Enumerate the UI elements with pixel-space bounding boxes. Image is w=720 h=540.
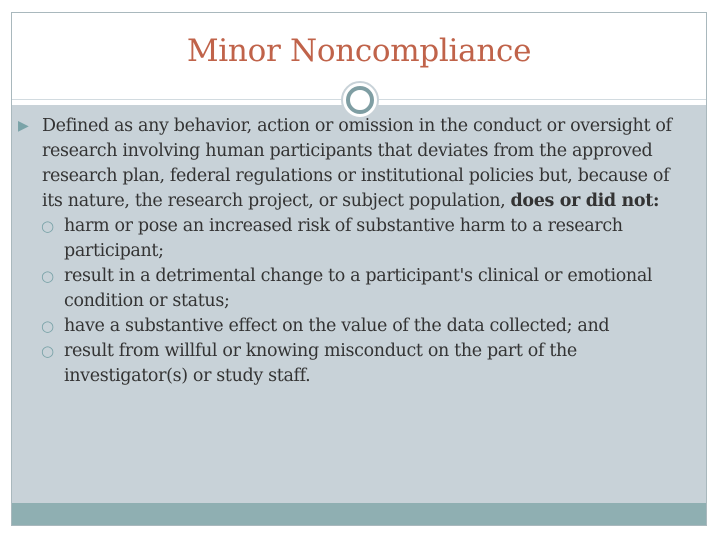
sub-bullet-text: result from willful or knowing misconduct on the part of the investigator(s) or study staff. xyxy=(64,341,577,386)
sub-bullet-text: result in a detrimental change to a participant's clinical or emotional condition or status; xyxy=(64,266,653,311)
ring-icon xyxy=(346,86,374,114)
arrow-bullet-icon: ▶︎ xyxy=(18,118,29,134)
ring-bullet-icon: ○ xyxy=(41,342,54,360)
sub-bullet-item xyxy=(32,264,682,314)
sub-bullet-text: have a substantive effect on the value of the data collected; and xyxy=(64,316,610,336)
slide-title: Minor Noncompliance xyxy=(186,33,532,69)
slide-body xyxy=(18,114,682,389)
footer-bar xyxy=(12,503,706,525)
sub-bullet-item xyxy=(32,314,682,339)
sub-bullet-item xyxy=(32,339,682,389)
main-bullet-item xyxy=(18,114,682,214)
ring-bullet-icon: ○ xyxy=(41,317,54,335)
ring-bullet-icon: ○ xyxy=(41,267,54,285)
sub-bullet-text: harm or pose an increased risk of substantive harm to a research participant; xyxy=(64,216,623,261)
sub-bullet-list xyxy=(32,214,682,389)
ring-bullet-icon: ○ xyxy=(41,217,54,235)
main-bullet-text: Defined as any behavior, action or omission in the conduct or oversight of research involving human participants that deviates from the approved research plan, federal regulations or institutional policies but, because of its nature, the research project, or subject population, xyxy=(42,116,672,211)
sub-bullet-item xyxy=(32,214,682,264)
main-bullet-emphasis: does or did not: xyxy=(510,191,660,211)
